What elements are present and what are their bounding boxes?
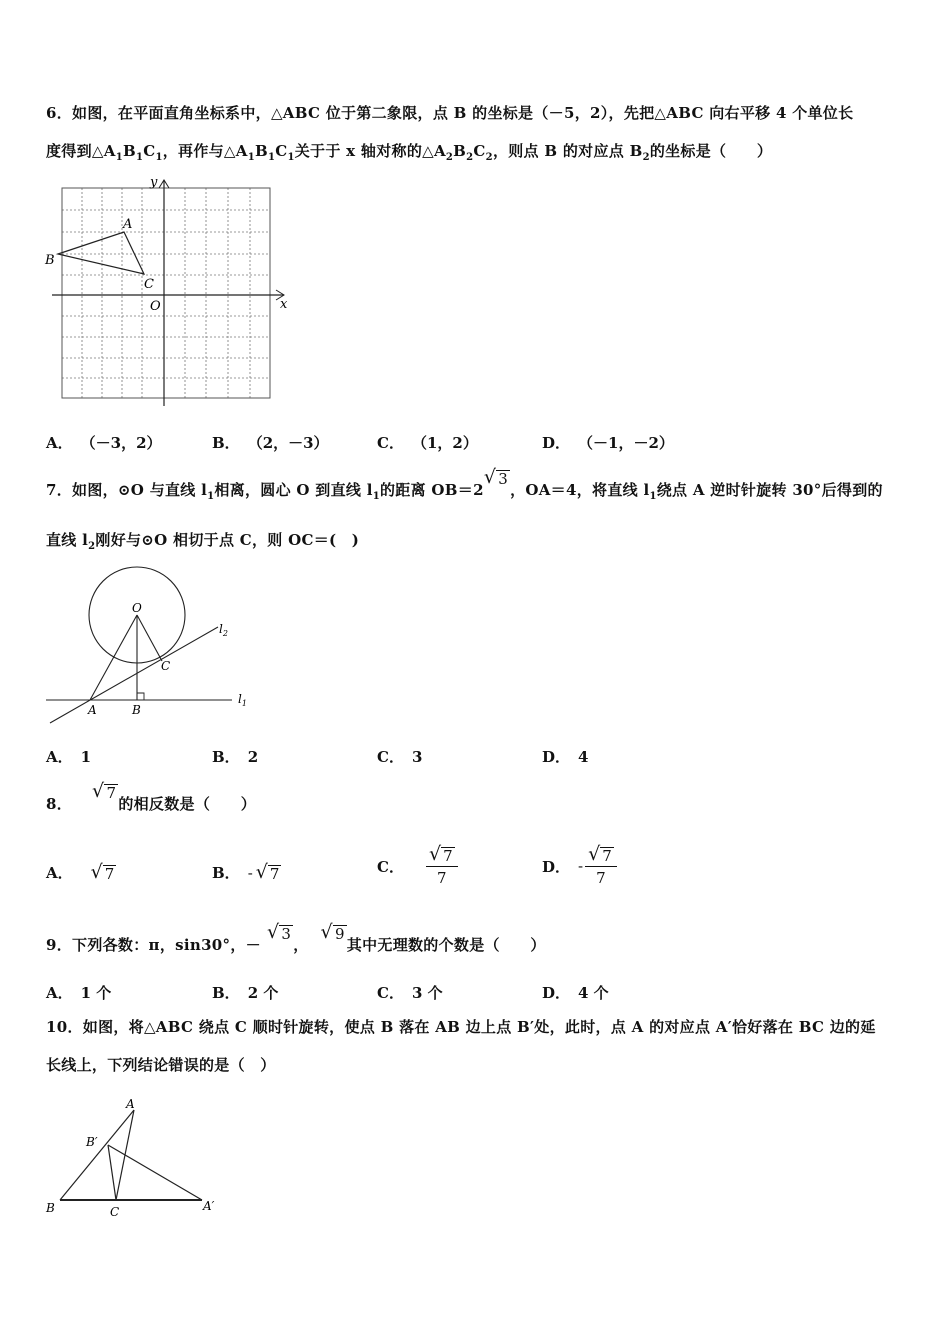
q7-text-line1: 7．如图，⊙O 与直线 $l_1$相离，圆心 O 到直线 $l_1$的距离 OB＝2 √ 3 ，OA＝4，将直线 $l_1$绕点 A 逆时针旋转 30°后得到的 [46, 466, 883, 502]
q6-text-line1: 6．如图，在平面直角坐标系中，△ABC 位于第二象限，点 B 的坐标是（－5，2），先把△ABC 向右平移 4 个单位长 [46, 104, 854, 122]
q7-label-a: A [88, 703, 97, 717]
q7-option-c[interactable]: C． 3 [377, 747, 423, 766]
q8-option-d[interactable]: D． - √ 7 7 [542, 840, 617, 892]
q10-label-ap: A′ [203, 1199, 215, 1213]
q7-label-l2: $l_2$ [219, 622, 228, 638]
q7-label-o: O [132, 601, 142, 615]
q7-text-line2: 直线 $l_2$刚好与⊙O 相切于点 C，则 OC＝( ) [46, 531, 360, 552]
q10-text-line2: 长线上，下列结论错误的是（ ） [46, 1056, 276, 1074]
q9-text: 9．下列各数：π，sin30°，－ √ 3 ， √ 9 其中无理数的个数是（ ） [46, 921, 546, 954]
q8-sqrt7: √ 7 [92, 780, 117, 802]
q10-label-c: C [110, 1205, 120, 1219]
q9-option-b[interactable]: B． 2 个 [212, 984, 279, 1002]
q9-sqrt3: √ 3 [266, 921, 292, 943]
q9-option-d[interactable]: D． 4 个 [542, 984, 609, 1002]
q9-option-a[interactable]: A． 1 个 [46, 984, 112, 1002]
q7-options [46, 746, 926, 786]
q6-option-a[interactable]: A． （－3，2） [46, 434, 162, 452]
q8-option-a[interactable]: A． √ 7 [46, 860, 115, 883]
q7-sqrt3: √ 3 [483, 466, 509, 488]
q6-label-b: B [45, 253, 55, 268]
q10-text-line1: 10．如图，将△ABC 绕点 C 顺时针旋转，使点 B 落在 AB 边上点 B′处，此时，点 A 的对应点 A′恰好落在 BC 边的延 [46, 1018, 876, 1036]
q10-triangle-figure [40, 1090, 240, 1225]
q6-label-c: C [144, 277, 154, 292]
q6-label-o: O [150, 299, 161, 314]
q10-label-bp: B′ [86, 1135, 98, 1149]
q7-option-b[interactable]: B． 2 [212, 747, 259, 766]
q7-label-b: B [132, 703, 141, 717]
q8-text: 8． √ 7 的相反数是（ ） [46, 780, 257, 813]
q6-option-b[interactable]: B． （2，－3） [212, 434, 329, 452]
q6-label-a: A [123, 217, 133, 232]
q8-option-c[interactable]: C． √ 7 7 [377, 840, 458, 892]
q7-option-a[interactable]: A． 1 [46, 747, 92, 766]
q6-option-c[interactable]: C． （1，2） [377, 434, 478, 452]
q7-label-c: C [161, 659, 171, 673]
q8-options [46, 840, 926, 892]
q9-option-c[interactable]: C． 3 个 [377, 984, 443, 1002]
q10-label-b: B [46, 1201, 55, 1215]
q8-option-b[interactable]: B． - √ 7 [212, 860, 280, 883]
q6-coordinate-figure [40, 170, 300, 410]
q6-option-d[interactable]: D． （－1，－2） [542, 434, 674, 452]
q6-label-x: x [280, 297, 288, 312]
q7-label-l1: $l_1$ [238, 692, 247, 708]
q10-label-a: A [126, 1097, 135, 1111]
q7-circle-figure [40, 565, 260, 725]
q6-label-y: y [150, 175, 158, 190]
q6-text-line2: 度得到$\triangle A_1B_1C_1$，再作与$\triangle A_1B_1C_1$关于于 x 轴对称的$\triangle A_2B_2C_2$，则点 B 的对应点 $B_2$的坐标是（ ） [46, 142, 773, 163]
q7-option-d[interactable]: D． 4 [542, 747, 589, 766]
q9-sqrt9: √ 9 [320, 921, 345, 943]
